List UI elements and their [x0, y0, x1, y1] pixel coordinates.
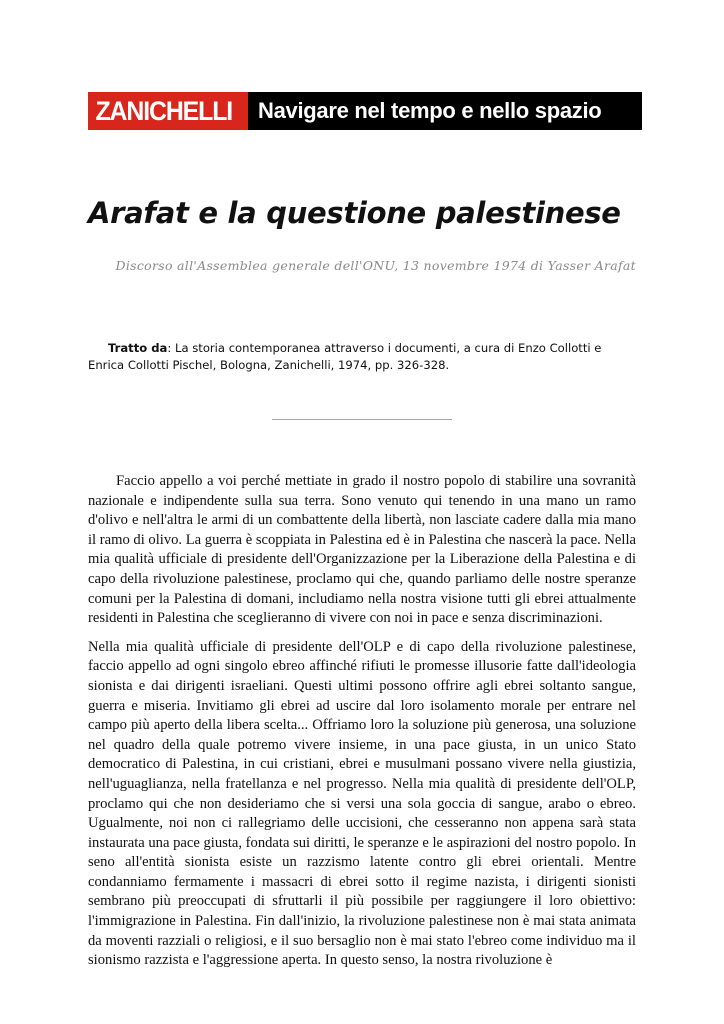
- document-body: [88, 472, 636, 971]
- brand-logo: ZANICHELLI: [92, 96, 236, 127]
- source-text: : La storia contemporanea attraverso i documenti, a cura di Enzo Collotti e Enrica Collotti Pischel, Bologna, Zanichelli, 1974, pp. 326-328.: [88, 341, 602, 372]
- document-subtitle: Discorso all'Assemblea generale dell'ONU, 13 novembre 1974 di Yasser Arafat: [115, 258, 636, 273]
- body-paragraph: Nella mia qualità ufficiale di presidente dell'OLP e di capo della rivoluzione palestinese, faccio appello ad ogni singolo ebreo affinché rifiuti le promesse illusorie fatte dall'ideologia sionista e dai dirigenti israeliani. Questi ultimi possono offrire agli ebrei soltanto sangue, guerra e miseria. Invitiamo gli ebrei ad uscire dal loro isolamento morale per entrare nel campo più aperto della libera scelta... Offriamo loro la soluzione più generosa, una soluzione nel quadro della quale potremo vivere insieme, in una pace giusta, in un unico Stato democratico di Palestina, in cui cristiani, ebrei e musulmani possano vivere nella giustizia, nell'uguaglianza, nella fratellanza e nel progresso. Nella mia qualità di presidente dell'OLP, proclamo qui che non desideriamo che si versi una sola goccia di sangue, arabo o ebreo. Ugualmente, noi non ci rallegriamo delle uccisioni, che cesseranno non appena sarà stata instaurata una pace giusta, fondata sui diritti, le speranze e le aspirazioni del nostro popolo. In seno all'entità sionista esiste un razzismo latente contro gli ebrei orientali. Mentre condanniamo fermamente i massacri di ebrei sotto il regime nazista, i dirigenti sionisti sembrano più preoccupati di sfruttarli il più possibile per raggiungere il loro obiettivo: l'immigrazione in Palestina. Fin dall'inizio, la rivoluzione palestinese non è mai stata animata da moventi razziali o religiosi, e il suo bersaglio non è mai stato l'ebreo come individuo ma il sionismo razzista e l'aggressione aperta. In questo senso, la nostra rivoluzione è: [88, 638, 636, 969]
- body-paragraph: Faccio appello a voi perché mettiate in grado il nostro popolo di stabilire una sovranità nazionale e indipendente sulla sua terra. Sono venuto qui tenendo in una mano un ramo d'olivo e nell'altra le armi di un combattente della libertà, non lasciate cadere dalla mia mano il ramo di olivo. La guerra è scoppiata in Palestina ed è in Palestina che nascerà la pace. Nella mia qualità ufficiale di presidente dell'Organizzazione per la Liberazione della Palestina e di capo della rivoluzione palestinese, proclamo qui che, quando parliamo delle nostre speranze comuni per la Palestina di domani, includiamo nella nostra visione tutti gli ebrei attualmente residenti in Palestina che sceglieranno di vivere con noi in pace e senza discriminazioni.: [88, 473, 636, 627]
- brand-logo-box: [88, 92, 248, 130]
- source-label: Tratto da: [108, 341, 168, 355]
- document-title: Arafat e la questione palestinese: [88, 196, 621, 230]
- section-divider: [272, 419, 452, 420]
- source-citation: [88, 340, 636, 374]
- header-banner: [88, 92, 642, 130]
- header-tagline: Navigare nel tempo e nello spazio: [258, 98, 602, 123]
